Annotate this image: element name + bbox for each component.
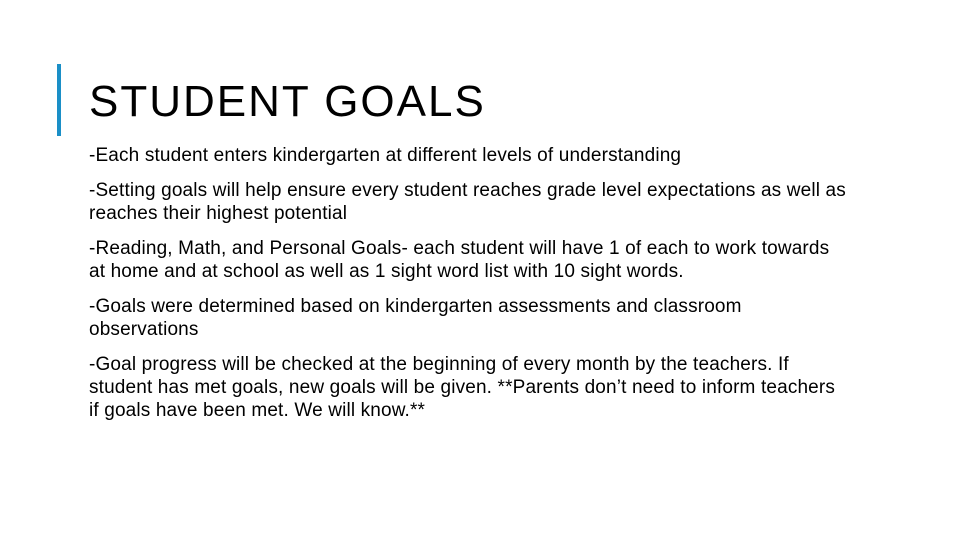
bullet-list bbox=[89, 144, 849, 422]
bullet-item: -Reading, Math, and Personal Goals- each student will have 1 of each to work towards at home and at school as well as 1 sight word list with 10 sight words. bbox=[89, 238, 830, 282]
title-accent-bar bbox=[57, 64, 61, 136]
bullet-item: -Goals were determined based on kindergarten assessments and classroom observations bbox=[89, 296, 742, 340]
slide-title: STUDENT GOALS bbox=[89, 77, 486, 126]
bullet-item: -Goal progress will be checked at the beginning of every month by the teachers. If student has met goals, new goals will be given. **Parents don’t need to inform teachers if goals have been met. We will know.** bbox=[89, 354, 836, 421]
bullet-item: -Each student enters kindergarten at different levels of understanding bbox=[89, 145, 682, 166]
bullet-item: -Setting goals will help ensure every student reaches grade level expectations as well as reaches their highest potential bbox=[89, 180, 846, 224]
